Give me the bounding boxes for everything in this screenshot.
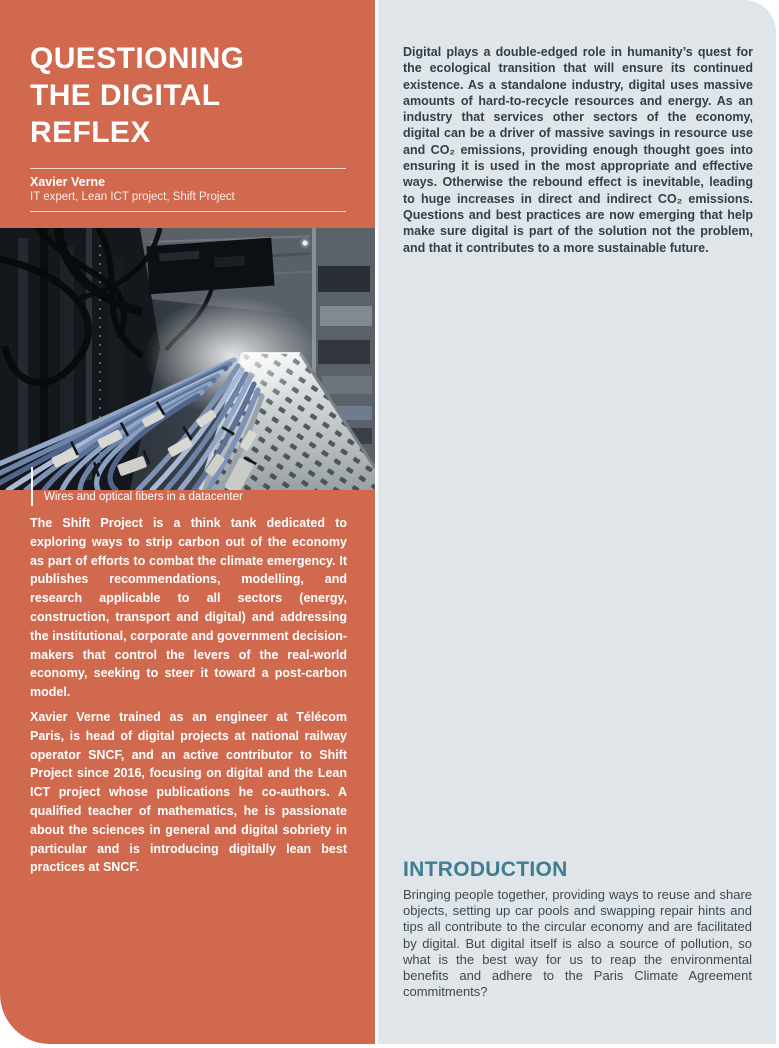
datacenter-photo [0,228,375,490]
bio-paragraph: The Shift Project is a think tank dedicated to exploring ways to strip carbon out of the economy as part of efforts to combat the climate emergency. It publishes recommendations, modelling, and research applicable to all sectors (energy, construction, transport and digital) and addressing the institutional, corporate and government decision-makers that control the levers of the real-world economy, seeking to steer it toward a post-carbon model. [30,516,347,700]
photo-caption: Wires and optical fibers in a datacenter [44,491,243,503]
page-title-line-3: REFLEX [30,116,151,149]
lead-paragraph: Digital plays a double-edged role in humanity’s quest for the ecological transition that will ensure its continued existence. As a standalone industry, digital uses massive amounts of hard-to-recycle resources and energy. As an industry that services other sectors of the economy, digital can be a driver of massive savings in resource use and CO₂ emissions, providing enough thought goes into ensuring it is used in the most appropriate and effective ways. Otherwise the rebound effect is inevitable, leading to huge increases in direct and indirect CO₂ emissions. Questions and best practices are now emerging that help make sure digital is part of the solution not the problem, and that it contributes to a more sustainable future. [403,45,753,255]
author-bio [30,514,347,883]
introduction-heading: INTRODUCTION [403,858,568,881]
introduction-paragraph: Bringing people together, providing ways to reuse and share objects, setting up car pools and swapping repair hints and tips all contribute to the circular economy and are facilitated by digital. But digital itself is also a source of pollution, so what is the best way for us to reap the environmental benefits and adhere to the Paris Climate Agreement commitments? [403,887,752,1000]
left-panel [0,0,375,1044]
author-name: Xavier Verne [30,175,106,189]
overhead-equipment [146,238,274,295]
author-role: IT expert, Lean ICT project, Shift Project [30,191,235,203]
page-title-line-1: QUESTIONING [30,42,245,75]
page-title [30,40,244,151]
author-block [30,168,346,212]
page-title-line-2: THE DIGITAL [30,79,221,112]
bio-paragraph: Xavier Verne trained as an engineer at Télécom Paris, is head of digital projects at national railway operator SNCF, and an active contributor to Shift Project since 2016, focusing on digital and the Lean ICT project whose publications he co-authors. A qualified teacher of mathematics, he is passionate about the sciences in general and digital sobriety in particular and is introducing digitally lean best practices at SNCF. [30,709,347,875]
caption-leader-line [31,467,33,506]
